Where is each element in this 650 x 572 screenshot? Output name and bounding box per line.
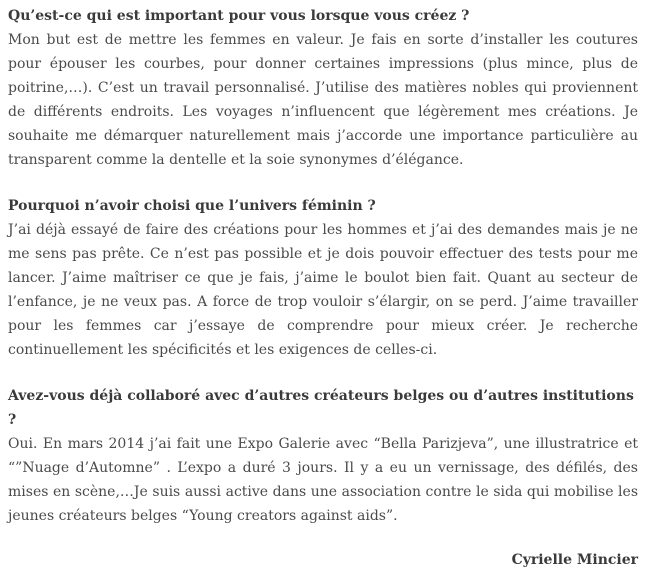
author-signature: Cyrielle Mincier: [511, 552, 638, 568]
answer-paragraph: J’ai déjà essayé de faire des créations pour les hommes et j’ai des demandes mais je ne me sens pas prête. Ce n’est pas possible et je dois pouvoir effectuer des tests pour me lancer. J’aime maîtriser ce que je fais, j’aime le boulot bien fait. Quant au secteur de l’enfance, je ne veux pas. A force de trop vouloir s’élargir, on se perd. J’aime travailler pour les femmes car j’essaye de comprendre pour mieux créer. Je recherche continuellement les spécificités et les exigences de celles-ci.: [8, 222, 638, 358]
qa-section-1: [8, 4, 638, 172]
qa-section-2: [8, 194, 638, 362]
answer-paragraph: Oui. En mars 2014 j’ai fait une Expo Galerie avec “Bella Parizjeva”, une illustratrice et “”Nuage d’Automne” . L’expo a duré 3 jours. Il y a eu un vernissage, des défilés, des mises en scène,…Je suis aussi active dans une association contre le sida qui mobilise les jeunes créateurs belges “Young creators against aids”.: [8, 436, 638, 524]
article-body: [8, 4, 638, 572]
answer-paragraph: Mon but est de mettre les femmes en valeur. Je fais en sorte d’installer les coutures pour épouser les courbes, pour donner certaines impressions (plus mince, plus de poitrine,…). C’est un travail personnalisé. J’utilise des matières nobles qui proviennent de différents endroits. Les voyages n’influencent que légèrement mes créations. Je souhaite me démarquer naturellement mais j’accorde une importance particulière au transparent comme la dentelle et la soie synonymes d’élégance.: [8, 32, 638, 168]
qa-section-3: [8, 384, 638, 528]
question-heading: Pourquoi n’avoir choisi que l’univers féminin ?: [8, 198, 376, 214]
question-heading: Avez-vous déjà collaboré avec d’autres créateurs belges ou d’autres institutions ?: [8, 388, 634, 428]
question-heading: Qu’est-ce qui est important pour vous lorsque vous créez ?: [8, 8, 470, 24]
